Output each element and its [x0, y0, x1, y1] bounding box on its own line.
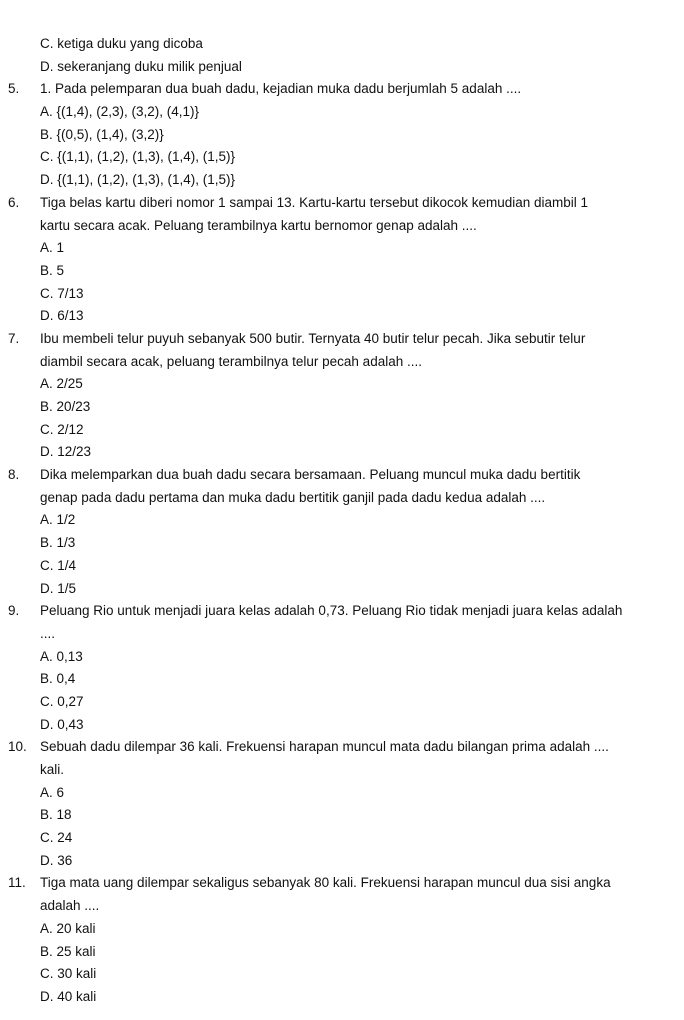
question-text: Tiga belas kartu diberi nomor 1 sampai 13. Kartu-kartu tersebut dikocok kemudian diambil 1 — [40, 194, 589, 210]
question-text-continued: kartu secara acak. Peluang terambilnya kartu bernomor genap adalah .... — [40, 217, 477, 233]
option-d: D. 6/13 — [40, 308, 84, 324]
option-b: B. 5 — [40, 262, 65, 278]
option-a: A. 6 — [40, 784, 65, 800]
question-number: 7. — [8, 330, 20, 346]
question-number: 9. — [8, 603, 20, 619]
option-d: D. 12/23 — [40, 444, 92, 460]
option-b: B. 1/3 — [40, 535, 76, 551]
question-10 — [0, 736, 684, 872]
option-c: C. {(1,1), (1,2), (1,3), (1,4), (1,5)} — [40, 149, 236, 165]
question-number: 10. — [8, 739, 27, 755]
question-text: Dika melemparkan dua buah dadu secara bersamaan. Peluang muncul muka dadu bertitik — [40, 467, 581, 483]
question-number: 5. — [8, 81, 20, 97]
option-c: C. 0,27 — [40, 693, 84, 709]
option-prev-d: D. sekeranjang duku milik penjual — [40, 58, 242, 74]
option-d: D. 40 kali — [40, 988, 97, 1004]
option-prev-c: C. ketiga duku yang dicoba — [40, 36, 203, 51]
option-b: B. 0,4 — [40, 671, 76, 687]
option-d: D. {(1,1), (1,2), (1,3), (1,4), (1,5)} — [40, 172, 236, 188]
question-text-continued: kali. — [40, 762, 65, 777]
option-a: A. 1 — [40, 240, 65, 256]
option-c: C. 2/12 — [40, 421, 84, 437]
option-b: B. {(0,5), (1,4), (3,2)} — [40, 126, 164, 142]
question-text-continued: genap pada dadu pertama dan muka dadu bertitik ganjil pada dadu kedua adalah .... — [40, 489, 546, 505]
question-9 — [0, 600, 684, 736]
question-number: 6. — [8, 194, 20, 210]
option-d: D. 1/5 — [40, 580, 77, 596]
question-11 — [0, 872, 684, 1008]
option-c: C. 30 kali — [40, 966, 97, 982]
option-a: A. 1/2 — [40, 512, 76, 528]
question-text-continued: .... — [40, 625, 56, 641]
question-text: Sebuah dadu dilempar 36 kali. Frekuensi harapan muncul mata dadu bilangan prima adalah .... — [40, 739, 609, 755]
option-a: A. 0,13 — [40, 648, 83, 664]
question-number: 8. — [8, 467, 20, 483]
option-a: A. 20 kali — [40, 920, 96, 936]
option-b: B. 20/23 — [40, 399, 91, 414]
option-c: C. 7/13 — [40, 285, 84, 301]
question-8 — [0, 464, 684, 600]
option-a: A. 2/25 — [40, 376, 83, 392]
question-5 — [0, 78, 684, 191]
question-text: Ibu membeli telur puyuh sebanyak 500 butir. Ternyata 40 butir telur pecah. Jika sebutir telur — [40, 330, 586, 346]
question-text: Peluang Rio untuk menjadi juara kelas adalah 0,73. Peluang Rio tidak menjadi juara kelas adalah — [40, 603, 623, 619]
question-7 — [0, 328, 684, 464]
question-text-continued: diambil secara acak, peluang terambilnya telur pecah adalah .... — [40, 353, 422, 369]
question-number: 11. — [8, 875, 26, 891]
option-a: A. {(1,4), (2,3), (3,2), (4,1)} — [40, 104, 200, 120]
option-d: D. 0,43 — [40, 716, 84, 732]
question-6 — [0, 192, 684, 328]
option-c: C. 1/4 — [40, 557, 77, 573]
option-b: B. 18 — [40, 807, 72, 823]
question-text: 1. Pada pelemparan dua buah dadu, kejadian muka dadu berjumlah 5 adalah .... — [40, 81, 522, 97]
question-text-continued: adalah .... — [40, 898, 100, 914]
option-c: C. 24 — [40, 830, 73, 846]
option-b: B. 25 kali — [40, 943, 96, 959]
worksheet-page — [0, 33, 684, 1009]
question-text: Tiga mata uang dilempar sekaligus sebanyak 80 kali. Frekuensi harapan muncul dua sisi angka — [40, 875, 611, 891]
option-d: D. 36 — [40, 852, 73, 868]
